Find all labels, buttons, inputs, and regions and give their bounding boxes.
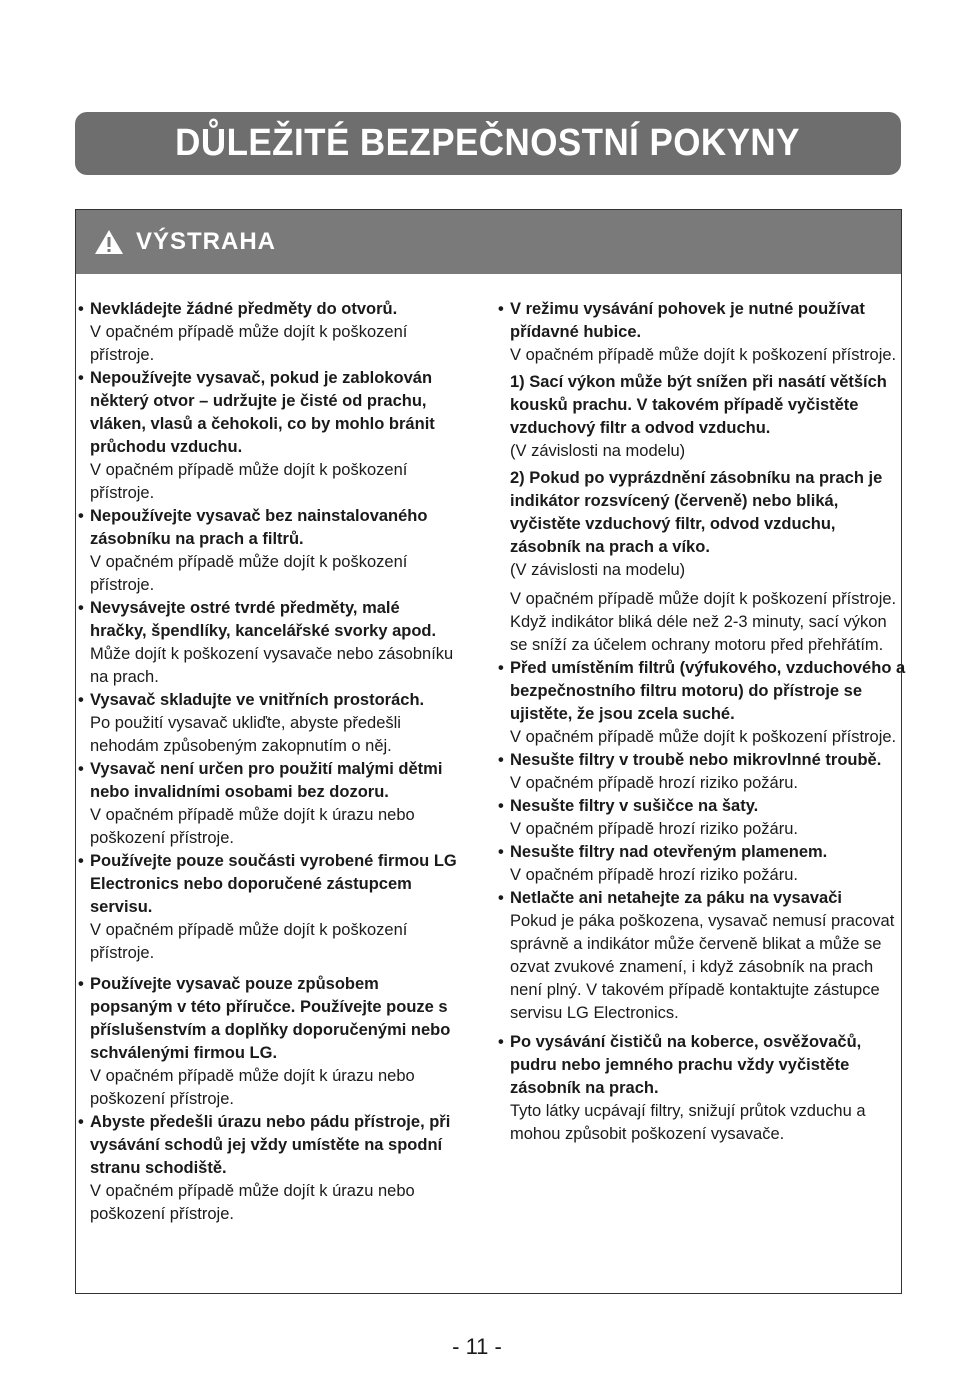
warning-header [76, 210, 901, 274]
item-heading: Používejte pouze součásti vyrobené firmou LG Electronics nebo doporučené zástupcem servisu. [90, 852, 457, 916]
right-column [498, 298, 908, 1146]
item-heading: Nepoužívejte vysavač bez nainstalovaného zásobníku na prach a filtrů. [90, 507, 428, 548]
item-body: V opačném případě může dojít k poškození přístroje. Když indikátor bliká déle než 2-3 minuty, sací výkon se sníží za účelem ochrany motoru před přehřátím. [510, 590, 897, 654]
item-body: V opačném případě může dojít k poškození přístroje. [510, 346, 897, 364]
list-item: • Nesušte filtry v troubě nebo mikrovlnné troubě. V opačném případě hrozí riziko požáru. [498, 749, 908, 795]
item-body: V opačném případě může dojít k úrazu nebo poškození přístroje. [90, 806, 415, 847]
item-heading: Nevkládejte žádné předměty do otvorů. [90, 300, 398, 318]
page-number: - 11 - [452, 1334, 502, 1359]
left-column [78, 298, 458, 1226]
item-body: Může dojít k poškození vysavače nebo zásobníku na prach. [90, 645, 454, 686]
list-item: • Nepoužívejte vysavač, pokud je zablokován některý otvor – udržujte je čisté od prachu, vláken, vlasů a čehokoli, co by mohlo bránit průchodu vzduchu. V opačném případě může dojít k poškození přístroje. [78, 367, 458, 505]
item-heading: Před umístěním filtrů (výfukového, vzduchového a bezpečnostního filtru motoru) do přístroje se ujistěte, že jsou zcela suché. [510, 659, 906, 723]
sub-point-2: 2) Pokud po vyprázdnění zásobníku na prach je indikátor rozsvícený (červeně) nebo bliká, vyčistěte vzduchový filtr, odvod vzduchu, zásobník na prach a víko. [510, 469, 883, 556]
page-title: DŮLEŽITÉ BEZPEČNOSTNÍ POKYNY [175, 122, 801, 164]
item-body: V opačném případě může dojít k poškození přístroje. [90, 461, 408, 502]
list-item: • Nevkládejte žádné předměty do otvorů. V opačném případě může dojít k poškození přístroje. [78, 298, 458, 367]
list-item: • Netlačte ani netahejte za páku na vysavači Pokud je páka poškozena, vysavač nemusí pracovat správně a indikátor může červeně blikat a může se ozvat zvukové znamení, i když zásobník na prach není plný. V takovém případě kontaktujte zástupce servisu LG Electronics. [498, 887, 908, 1025]
item-heading: Vysavač skladujte ve vnitřních prostorách. [90, 691, 425, 709]
item-body: V opačném případě může dojít k úrazu nebo poškození přístroje. [90, 1182, 415, 1223]
list-item: • Před umístěním filtrů (výfukového, vzduchového a bezpečnostního filtru motoru) do přístroje se ujistěte, že jsou zcela suché. V opačném případě může dojít k poškození přístroje. [498, 657, 908, 749]
item-heading: Nesušte filtry nad otevřeným plamenem. [510, 843, 828, 861]
sub-point-2-note: (V závislosti na modelu) [510, 561, 686, 579]
item-heading: Vysavač není určen pro použití malými dětmi nebo invalidními osobami bez dozoru. [90, 760, 443, 801]
item-heading: Nesušte filtry v troubě nebo mikrovlnné troubě. [510, 751, 882, 769]
list-item: • Vysavač skladujte ve vnitřních prostorách. Po použití vysavač ukliďte, abyste předešli nehodám způsobeným zakopnutím o něj. [78, 689, 458, 758]
item-body: V opačném případě hrozí riziko požáru. [510, 866, 798, 884]
item-body: V opačném případě může dojít k úrazu nebo poškození přístroje. [90, 1067, 415, 1108]
item-heading: Nevysávejte ostré tvrdé předměty, malé hračky, špendlíky, kancelářské svorky apod. [90, 599, 437, 640]
item-body: Pokud je páka poškozena, vysavač nemusí pracovat správně a indikátor může červeně blikat a může se ozvat zvukové znamení, i když zásobník na prach není plný. V takovém případě kontaktujte zástupce servisu LG Electronics. [510, 912, 895, 1022]
item-heading: Abyste předešli úrazu nebo pádu přístroje, při vysávání schodů jej vždy umístěte na spodní stranu schodiště. [90, 1113, 451, 1177]
item-heading: Nesušte filtry v sušičce na šaty. [510, 797, 759, 815]
item-heading: V režimu vysávání pohovek je nutné používat přídavné hubice. [510, 300, 865, 341]
list-item: • Nepoužívejte vysavač bez nainstalovaného zásobníku na prach a filtrů. V opačném případě může dojít k poškození přístroje. [78, 505, 458, 597]
list-item: • Abyste předešli úrazu nebo pádu přístroje, při vysávání schodů jej vždy umístěte na spodní stranu schodiště. V opačném případě může dojít k úrazu nebo poškození přístroje. [78, 1111, 458, 1226]
item-body: V opačném případě hrozí riziko požáru. [510, 820, 798, 838]
title-banner [75, 112, 901, 175]
item-body: V opačném případě může dojít k poškození přístroje. [90, 921, 408, 962]
item-heading: Používejte vysavač pouze způsobem popsaným v této příručce. Používejte pouze s příslušenstvím a doplňky doporučenými nebo schválenými firmou LG. [90, 975, 451, 1062]
item-body: V opačném případě hrozí riziko požáru. [510, 774, 798, 792]
list-item: • Vysavač není určen pro použití malými dětmi nebo invalidními osobami bez dozoru. V opačném případě může dojít k úrazu nebo poškození přístroje. [78, 758, 458, 850]
sub-point-1-note: (V závislosti na modelu) [510, 442, 686, 460]
item-body: Po použití vysavač ukliďte, abyste předešli nehodám způsobeným zakopnutím o něj. [90, 714, 401, 755]
list-item: • Používejte pouze součásti vyrobené firmou LG Electronics nebo doporučené zástupcem servisu. V opačném případě může dojít k poškození přístroje. [78, 850, 458, 965]
item-body: V opačném případě může dojít k poškození přístroje. [90, 323, 408, 364]
sub-point-1: 1) Sací výkon může být snížen při nasátí větších kousků prachu. V takovém případě vyčistěte vzduchový filtr a odvod vzduchu. [510, 373, 887, 437]
list-item: • Nesušte filtry nad otevřeným plamenem. V opačném případě hrozí riziko požáru. [498, 841, 908, 887]
list-item: • Nevysávejte ostré tvrdé předměty, malé hračky, špendlíky, kancelářské svorky apod. Může dojít k poškození vysavače nebo zásobníku na prach. [78, 597, 458, 689]
warning-triangle-icon [94, 229, 124, 255]
item-body: Tyto látky ucpávají filtry, snižují průtok vzduchu a mohou způsobit poškození vysavače. [510, 1102, 866, 1143]
item-body: V opačném případě může dojít k poškození přístroje. [510, 728, 897, 746]
item-heading: Nepoužívejte vysavač, pokud je zablokován některý otvor – udržujte je čisté od prachu, vláken, vlasů a čehokoli, co by mohlo bránit průchodu vzduchu. [90, 369, 435, 456]
item-body: V opačném případě může dojít k poškození přístroje. [90, 553, 408, 594]
list-item: • Používejte vysavač pouze způsobem popsaným v této příručce. Používejte pouze s příslušenstvím a doplňky doporučenými nebo schválenými firmou LG. V opačném případě může dojít k úrazu nebo poškození přístroje. [78, 973, 458, 1111]
item-heading: Po vysávání čističů na koberce, osvěžovačů, pudru nebo jemného prachu vždy vyčistěte zásobník na prach. [510, 1033, 862, 1097]
list-item: • Po vysávání čističů na koberce, osvěžovačů, pudru nebo jemného prachu vždy vyčistěte zásobník na prach. Tyto látky ucpávají filtry, snižují průtok vzduchu a mohou způsobit poškození vysavače. [498, 1031, 908, 1146]
list-item: • V režimu vysávání pohovek je nutné používat přídavné hubice. V opačném případě může dojít k poškození přístroje. 1) Sací výkon může být snížen při nasátí větších kousků prachu. V takovém případě vyčistěte vzduchový filtr a odvod vzduchu. (V závislosti na modelu) 2) Pokud po vyprázdnění zásobníku na prach je indikátor rozsvícený (červeně) nebo bliká, vyčistěte vzduchový filtr, odvod vzduchu, zásobník na prach a víko. (V závislosti na modelu) V opačném případě může dojít k poškození přístroje. Když indikátor bliká déle než 2-3 minuty, sací výkon se sníží za účelem ochrany motoru před přehřátím. [498, 298, 908, 657]
list-item: • Nesušte filtry v sušičce na šaty. V opačném případě hrozí riziko požáru. [498, 795, 908, 841]
item-heading: Netlačte ani netahejte za páku na vysavači [510, 889, 842, 907]
warning-label: VÝSTRAHA [136, 228, 277, 255]
warning-box [75, 209, 906, 1294]
